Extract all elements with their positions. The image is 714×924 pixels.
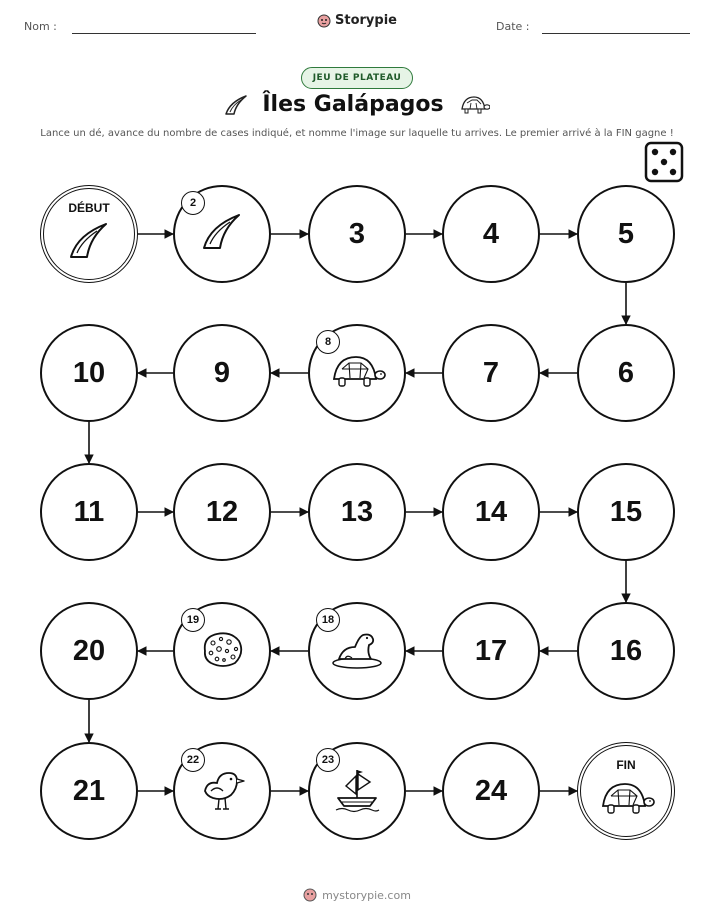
cell-number: 20 xyxy=(72,634,106,667)
board-cell-17 xyxy=(442,602,540,700)
brand xyxy=(0,13,714,28)
cell-number: 24 xyxy=(474,774,508,807)
board-cell-7 xyxy=(442,324,540,422)
cell-number: 14 xyxy=(474,495,508,528)
cell-number: 13 xyxy=(340,495,374,528)
cell-number: 4 xyxy=(482,217,500,250)
board-cell-3 xyxy=(308,185,406,283)
page-title: Îles Galápagos xyxy=(262,92,444,117)
cell-number: 5 xyxy=(617,217,635,250)
cell-number: 17 xyxy=(474,634,508,667)
board-cell-12 xyxy=(173,463,271,561)
storypie-mascot-icon xyxy=(317,14,331,28)
date-line[interactable] xyxy=(542,33,690,34)
board-cell-23 xyxy=(308,742,406,840)
start-cell xyxy=(40,185,138,283)
instructions: Lance un dé, avance du nombre de cases indiqué, et nomme l'image sur laquelle tu arrives. Le premier arrivé à la FIN gagne ! xyxy=(40,128,674,139)
board-cell-18 xyxy=(308,602,406,700)
board-cell-9 xyxy=(173,324,271,422)
ship-icon xyxy=(332,764,382,818)
brand-name: Storypie xyxy=(335,13,397,28)
cell-number: 15 xyxy=(609,495,643,528)
storypie-mascot-icon xyxy=(303,888,317,902)
bird-icon xyxy=(199,765,245,817)
tortoise-icon xyxy=(328,351,386,395)
start-label: DÉBUT xyxy=(68,201,110,215)
cell-number: 9 xyxy=(213,356,231,389)
board-cell-2 xyxy=(173,185,271,283)
sea-lion-icon xyxy=(329,627,385,675)
date-label: Date : xyxy=(496,20,530,33)
cell-number-badge: 19 xyxy=(181,608,205,632)
board-cell-19 xyxy=(173,602,271,700)
board-cell-13 xyxy=(308,463,406,561)
board-cell-24 xyxy=(442,742,540,840)
cell-number-badge: 22 xyxy=(181,748,205,772)
board-cell-20 xyxy=(40,602,138,700)
board-cell-10 xyxy=(40,324,138,422)
board-cell-6 xyxy=(577,324,675,422)
board-cell-21 xyxy=(40,742,138,840)
cell-number-badge: 2 xyxy=(181,191,205,215)
cell-number: 6 xyxy=(617,356,635,389)
footer xyxy=(0,888,714,902)
game-type-badge: JEU DE PLATEAU xyxy=(301,67,413,89)
cell-number: 21 xyxy=(72,774,106,807)
die-icon xyxy=(644,141,684,183)
cell-number: 12 xyxy=(205,495,239,528)
cell-number: 10 xyxy=(72,356,106,389)
cell-number: 3 xyxy=(348,217,366,250)
cell-number: 16 xyxy=(609,634,643,667)
board-cell-16 xyxy=(577,602,675,700)
board-cell-15 xyxy=(577,463,675,561)
board-cell-11 xyxy=(40,463,138,561)
claw-icon xyxy=(224,94,248,116)
tortoise-icon xyxy=(458,94,490,116)
board-cell-5 xyxy=(577,185,675,283)
board-cell-8 xyxy=(308,324,406,422)
end-cell xyxy=(577,742,675,840)
cell-number-badge: 23 xyxy=(316,748,340,772)
cell-number-badge: 18 xyxy=(316,608,340,632)
cell-number: 7 xyxy=(482,356,500,389)
title-row xyxy=(0,92,714,117)
board-cell-14 xyxy=(442,463,540,561)
cell-number: 11 xyxy=(73,495,105,528)
claw-icon xyxy=(201,212,243,256)
claw-icon xyxy=(68,221,110,265)
lava-rock-icon xyxy=(199,629,245,673)
cell-number-badge: 8 xyxy=(316,330,340,354)
footer-site[interactable]: mystorypie.com xyxy=(322,888,411,902)
name-line[interactable] xyxy=(72,33,256,34)
name-label: Nom : xyxy=(24,20,57,33)
board-cell-4 xyxy=(442,185,540,283)
end-label: FIN xyxy=(616,758,636,772)
tortoise-icon xyxy=(597,778,655,822)
board-cell-22 xyxy=(173,742,271,840)
